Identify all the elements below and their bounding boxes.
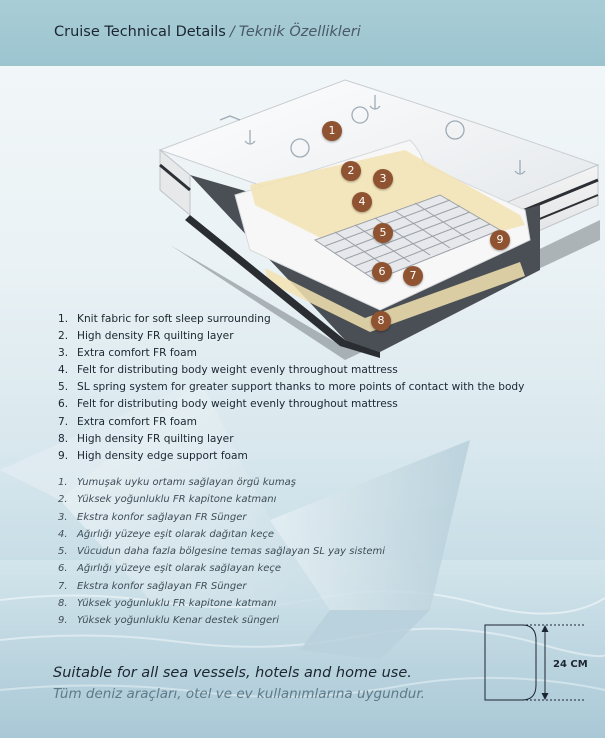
layer-badge-1: 1 — [322, 121, 342, 141]
title-en: Cruise Technical Details — [54, 24, 226, 40]
feature-tr-9: 9. Yüksek yoğunluklu Kenar destek süngeri — [58, 615, 280, 627]
feature-en-7: 7. Extra comfort FR foam — [58, 415, 197, 428]
feature-tr-5: 5. Vücudun daha fazla bölgesine temas sağlayan SL yay sistemi — [58, 546, 386, 558]
feature-en-9: 9. High density edge support foam — [58, 449, 248, 462]
feature-tr-6: 6. Ağırlığı yüzeye eşit olarak sağlayan keçe — [58, 563, 282, 575]
feature-en-3: 3. Extra comfort FR foam — [58, 347, 197, 360]
feature-en-8: 8. High density FR quilting layer — [58, 432, 234, 445]
feature-en-1: 1. Knit fabric for soft sleep surrounding — [58, 313, 271, 325]
feature-tr-2: 2. Yüksek yoğunluklu FR kapitone katmanı — [58, 494, 277, 506]
layer-badge-4: 4 — [352, 192, 372, 212]
feature-tr-3: 3. Ekstra konfor sağlayan FR Sünger — [58, 511, 247, 523]
height-label: 24 CM — [553, 659, 588, 670]
title-tr: Teknik Özellikleri — [238, 24, 361, 40]
feature-en-6: 6. Felt for distributing body weight evenly throughout mattress — [58, 398, 398, 411]
layer-badge-8: 8 — [371, 311, 391, 331]
layer-badge-9: 9 — [490, 230, 510, 250]
slogan-en: Suitable for all sea vessels, hotels and home use. — [53, 665, 412, 681]
feature-en-2: 2. High density FR quilting layer — [58, 330, 234, 343]
feature-en-5: 5. SL spring system for greater support thanks to more points of contact with the body — [58, 381, 525, 394]
layer-badge-5: 5 — [373, 223, 393, 243]
layer-badge-7: 7 — [403, 266, 423, 286]
feature-tr-1: 1. Yumuşak uyku ortamı sağlayan örgü kumaş — [58, 477, 296, 488]
mattress-profile-outline — [485, 625, 536, 700]
slogan-tr: Tüm deniz araçları, otel ve ev kullanımlarına uygundur. — [53, 686, 425, 702]
feature-tr-7: 7. Ekstra konfor sağlayan FR Sünger — [58, 580, 247, 592]
feature-en-4: 4. Felt for distributing body weight evenly throughout mattress — [58, 364, 398, 377]
feature-tr-8: 8. Yüksek yoğunluklu FR kapitone katmanı — [58, 598, 277, 610]
layer-badge-2: 2 — [341, 161, 361, 181]
feature-tr-4: 4. Ağırlığı yüzeye eşit olarak dağıtan keçe — [58, 528, 275, 540]
title-separator: / — [229, 24, 235, 40]
layer-badge-3: 3 — [373, 169, 393, 189]
layer-badge-6: 6 — [372, 262, 392, 282]
